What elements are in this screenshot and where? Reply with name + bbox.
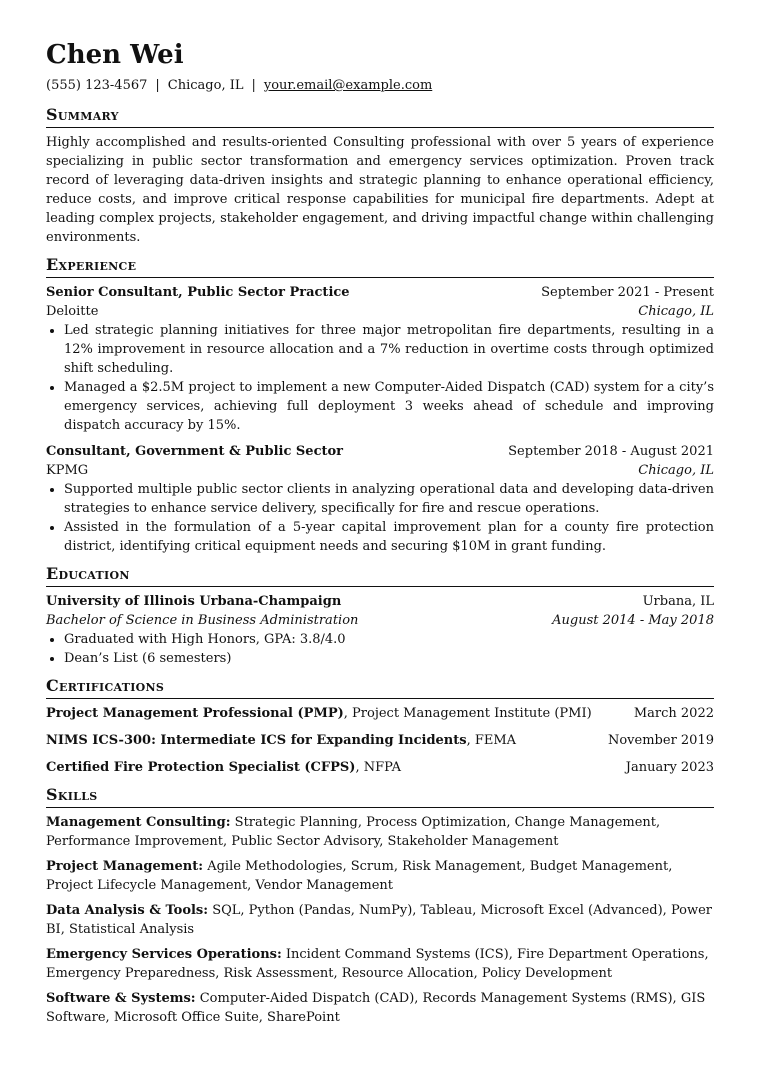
skill-label: Project Management: (46, 859, 204, 874)
skill-label: Emergency Services Operations: (46, 947, 282, 962)
contact-separator: | (155, 78, 160, 93)
section-title-skills: Skills (46, 785, 714, 808)
skill-text: Computer-Aided Dispatch (CAD), Records Management Systems (RMS), GIS Software, Microsoft Office Suite, SharePoint (46, 991, 706, 1025)
contact-line (46, 76, 714, 95)
location: Chicago, IL (167, 78, 244, 93)
skill-text: Strategic Planning, Process Optimization, Change Management, Performance Improvement, Public Sector Advisory, Stakeholder Management (46, 815, 661, 849)
job-bullet: • Led strategic planning initiatives for three major metropolitan fire departments, resulting in a 12% improvement in resource allocation and a 7% reduction in overtime costs through optimized shift scheduling. (64, 321, 714, 378)
job-dates: September 2018 - August 2021 (508, 444, 714, 459)
education-bullet: • Dean’s List (6 semesters) (64, 649, 714, 668)
job-role: Senior Consultant, Public Sector Practice (46, 285, 350, 300)
job-company: KPMG (46, 463, 89, 478)
education-dates: August 2014 - May 2018 (552, 613, 714, 628)
section-title-education: Education (46, 564, 714, 587)
summary-text: Highly accomplished and results-oriented Consulting professional with over 5 years of experience specializing in public sector transformation and emergency services optimization. Proven track record of leveraging data-driven insights and strategic planning to enhance operational efficiency, reduce costs, and improve critical response capabilities for municipal fire departments. Adept at leading complex projects, stakeholder engagement, and driving impactful change within challenging environments. (46, 135, 714, 245)
skill-text: Incident Command Systems (ICS), Fire Department Operations, Emergency Preparedness, Risk Assessment, Resource Allocation, Policy Development (46, 947, 709, 981)
job-bullets (46, 321, 714, 435)
skill-label: Data Analysis & Tools: (46, 903, 209, 918)
phone-number: (555) 123-4567 (46, 78, 148, 93)
job-role: Consultant, Government & Public Sector (46, 444, 344, 459)
education-bullets (46, 630, 714, 668)
skill-text: Agile Methodologies, Scrum, Risk Management, Budget Management, Project Lifecycle Management, Vendor Management (46, 859, 673, 893)
skill-item (46, 945, 714, 983)
school-name: University of Illinois Urbana-Champaign (46, 594, 342, 609)
candidate-name: Chen Wei (46, 40, 184, 70)
certification-item (46, 758, 714, 777)
job-bullet: • Assisted in the formulation of a 5-year capital improvement plan for a county fire protection district, identifying critical equipment needs and securing $10M in grant funding. (64, 518, 714, 556)
degree: Bachelor of Science in Business Administration (46, 613, 359, 628)
education-bullet: • Graduated with High Honors, GPA: 3.8/4.0 (64, 630, 714, 649)
skill-label: Software & Systems: (46, 991, 196, 1006)
section-title-certifications: Certifications (46, 676, 714, 699)
job-bullet: • Managed a $2.5M project to implement a new Computer-Aided Dispatch (CAD) system for a city’s emergency services, achieving full deployment 3 weeks ahead of schedule and improving dispatch accuracy by 15%. (64, 378, 714, 435)
skill-item (46, 813, 714, 851)
job-dates: September 2021 - Present (541, 285, 714, 300)
section-title-experience: Experience (46, 255, 714, 278)
skill-label: Management Consulting: (46, 815, 231, 830)
email-link[interactable]: your.email@example.com (263, 78, 433, 93)
school-location: Urbana, IL (642, 594, 714, 609)
job-location: Chicago, IL (638, 304, 714, 319)
certification-issuer: , NFPA (355, 760, 402, 775)
job-bullets (46, 480, 714, 556)
certification-name: Project Management Professional (PMP) (46, 706, 344, 721)
skill-item (46, 857, 714, 895)
skill-text: SQL, Python (Pandas, NumPy), Tableau, Microsoft Excel (Advanced), Power BI, Statistical Analysis (46, 903, 713, 937)
job-location: Chicago, IL (638, 463, 714, 478)
job-company: Deloitte (46, 304, 99, 319)
skill-item (46, 989, 714, 1027)
skill-item (46, 901, 714, 939)
job-entry (46, 283, 714, 435)
certification-date: November 2019 (607, 733, 714, 748)
certification-name: NIMS ICS-300: Intermediate ICS for Expanding Incidents (46, 733, 467, 748)
certification-item (46, 704, 714, 723)
certification-issuer: , FEMA (466, 733, 517, 748)
contact-separator: | (251, 78, 256, 93)
certification-name: Certified Fire Protection Specialist (CFPS) (46, 760, 356, 775)
job-entry (46, 442, 714, 556)
certification-item (46, 731, 714, 750)
certification-date: January 2023 (625, 760, 714, 775)
certification-issuer: , Project Management Institute (PMI) (343, 706, 592, 721)
section-title-summary: Summary (46, 105, 714, 128)
job-bullet: • Supported multiple public sector clients in analyzing operational data and developing data-driven strategies to enhance service delivery, specifically for fire and rescue operations. (64, 480, 714, 518)
certification-date: March 2022 (633, 706, 714, 721)
